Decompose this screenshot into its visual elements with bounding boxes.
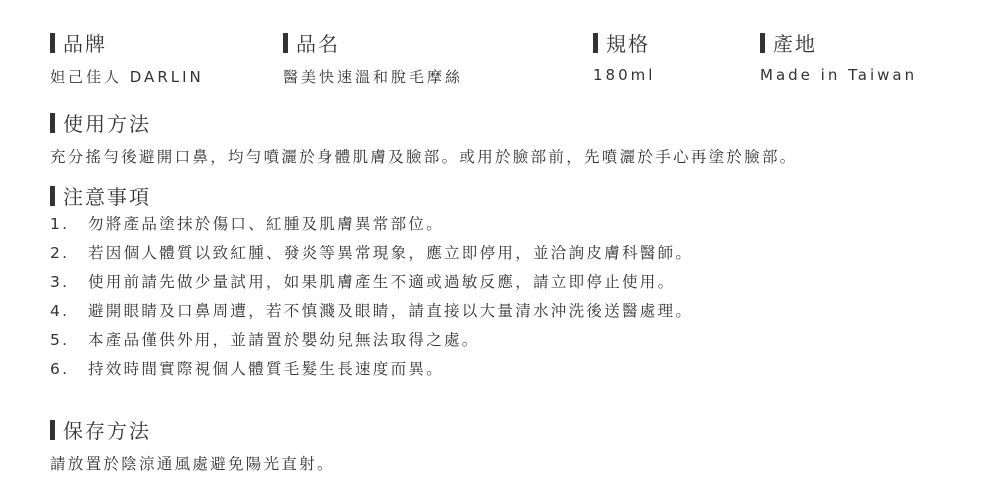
list-item [50, 355, 693, 384]
storage-text: 請放置於陰涼通風處避免陽光直射。 [50, 455, 335, 473]
storage-heading [50, 415, 151, 444]
list-item [50, 239, 693, 268]
cautions-list [50, 210, 693, 384]
cautions-title: 注意事項 [63, 185, 151, 209]
size-label: 規格 [606, 32, 650, 56]
heading-bar [50, 186, 55, 206]
brand-label: 品牌 [63, 32, 107, 56]
heading-bar [50, 33, 55, 53]
list-item-number: 1. [50, 215, 70, 233]
list-item [50, 326, 693, 355]
usage-heading [50, 108, 151, 137]
product-name-label: 品名 [296, 32, 340, 56]
heading-bar [593, 33, 598, 53]
product-name-heading [283, 28, 340, 57]
heading-bar [760, 33, 765, 53]
list-item-text: 勿將產品塗抹於傷口、紅腫及肌膚異常部位。 [88, 215, 445, 233]
heading-bar [50, 420, 55, 440]
list-item-number: 6. [50, 360, 70, 378]
brand-heading [50, 28, 107, 57]
list-item-number: 3. [50, 273, 70, 291]
origin-heading [760, 28, 817, 57]
list-item-number: 2. [50, 244, 70, 262]
size-value: 180ml [593, 66, 656, 84]
usage-title: 使用方法 [63, 112, 151, 136]
list-item-text: 使用前請先做少量試用，如果肌膚產生不適或過敏反應，請立即停止使用。 [88, 273, 676, 291]
storage-title: 保存方法 [63, 419, 151, 443]
list-item-number: 4. [50, 302, 70, 320]
brand-value: 妲己佳人 DARLIN [50, 68, 204, 86]
list-item [50, 297, 693, 326]
usage-text: 充分搖勻後避開口鼻，均勻噴灑於身體肌膚及臉部。或用於臉部前，先噴灑於手心再塗於臉部。 [50, 148, 798, 166]
size-heading [593, 28, 650, 57]
heading-bar [50, 113, 55, 133]
origin-value: Made in Taiwan [760, 66, 918, 84]
list-item-text: 持效時間實際視個人體質毛髮生長速度而異。 [88, 360, 445, 378]
list-item-number: 5. [50, 331, 70, 349]
list-item [50, 210, 693, 239]
list-item-text: 若因個人體質以致紅腫、發炎等異常現象，應立即停用，並洽詢皮膚科醫師。 [88, 244, 694, 262]
list-item [50, 268, 693, 297]
product-name-value: 醫美快速溫和脫毛摩絲 [283, 68, 464, 86]
list-item-text: 本產品僅供外用，並請置於嬰幼兒無法取得之處。 [88, 331, 480, 349]
list-item-text: 避開眼睛及口鼻周遭，若不慎濺及眼睛，請直接以大量清水沖洗後送醫處理。 [88, 302, 694, 320]
heading-bar [283, 33, 288, 53]
origin-label: 產地 [773, 32, 817, 56]
cautions-heading [50, 181, 151, 210]
